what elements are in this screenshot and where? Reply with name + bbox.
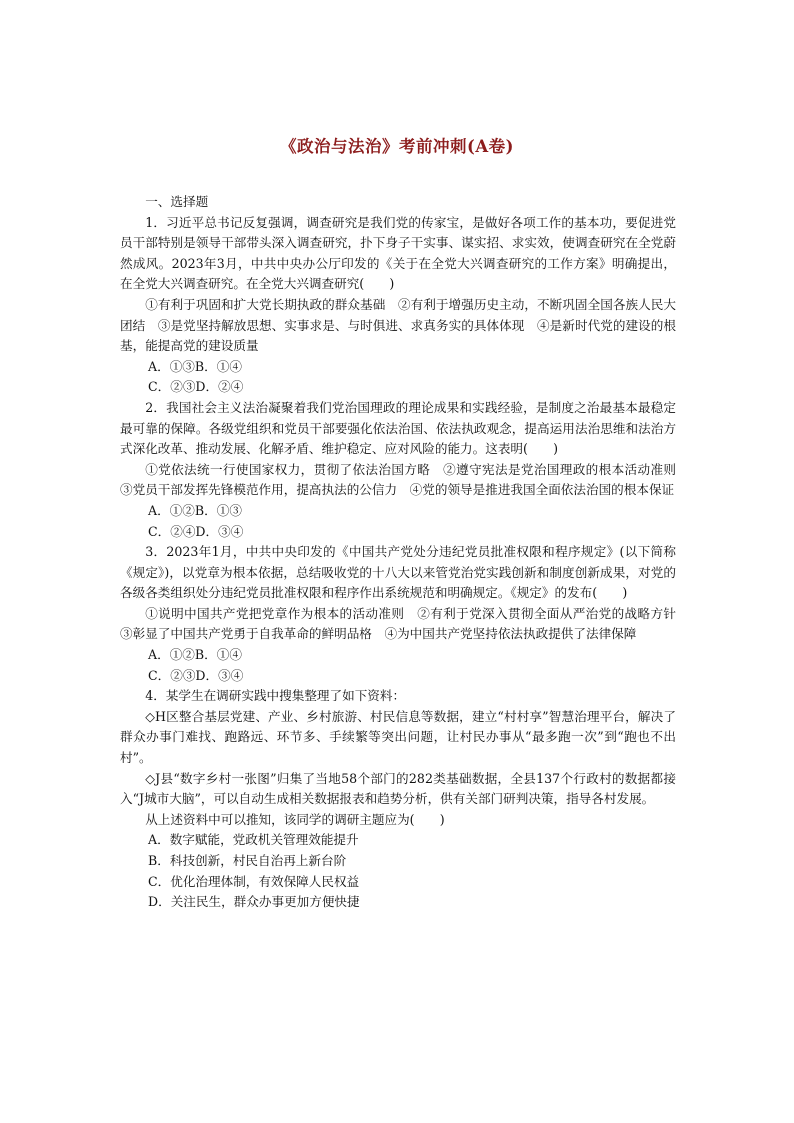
question-4	[120, 686, 676, 913]
question-content	[120, 192, 689, 913]
options-ab: A．①③B．①④	[148, 358, 242, 374]
options-cd: C．②③D．②④	[148, 379, 244, 395]
option-c: C．优化治理体制，有效保障人民权益	[148, 873, 360, 889]
question-stem: 3．2023年1月，中共中央印发的《中国共产党处分违纪党员批准权限和程序规定》(以下简称《规定》)，以党章为根本依据，总结吸收党的十八大以来管党治党实践创新和制度创新成果，对党的各级各类组织处分违纪党员批准权限和程序作出系统规范和明确规定。《规定》的发布( )	[120, 544, 676, 601]
material-1: ◇H区整合基层党建、产业、乡村旅游、村民信息等数据，建立“村村享”智慧治理平台，解决了群众办事门难找、跑路远、环节多、手续繁等突出问题，让村民办事从“最多跑一次”到“跑也不出村”。	[120, 708, 676, 766]
question-ask: 从上述资料中可以推知，该同学的调研主题应为( )	[145, 811, 445, 827]
material-2: ◇J县“数字乡村一张图”归集了当地58个部门的282类基础数据，全县137个行政村的数据都接入“J城市大脑”，可以自动生成相关数据报表和趋势分析，供有关部门研判决策，指导各村发展。	[120, 770, 676, 807]
question-stem: 4．某学生在调研实践中搜集整理了如下资料：	[145, 688, 406, 704]
options-ab: A．①②B．①④	[148, 647, 242, 663]
question-2	[120, 398, 689, 542]
question-3	[120, 542, 689, 686]
question-statements: ①说明中国共产党把党章作为根本的活动准则 ②有利于党深入贯彻全面从严治党的战略方针 ③彰显了中国共产党勇于自我革命的鲜明品格 ④为中国共产党坚持依法执政提供了法律保障	[120, 605, 689, 642]
option-b: B．科技创新，村民自治再上新台阶	[148, 853, 347, 868]
page-title: 《政治与法治》考前冲刺(A卷)	[280, 137, 514, 156]
question-1	[120, 213, 676, 398]
question-statements: ①有利于巩固和扩大党长期执政的群众基础 ②有利于增强历史主动，不断巩固全国各族人民大团结 ③是党坚持解放思想、实事求是、与时俱进、求真务实的具体体现 ④是新时代党的建设的根基，能提高党的建设质量	[120, 296, 676, 354]
question-statements: ①党依法统一行使国家权力，贯彻了依法治国方略 ②遵守宪法是党治国理政的根本活动准则 ③党员干部发挥先锋模范作用，提高执法的公信力 ④党的领导是推进我国全面依法治国的根本保证	[120, 461, 689, 498]
option-d: D．关注民生，群众办事更加方便快捷	[148, 894, 360, 910]
question-stem: 1．习近平总书记反复强调，调查研究是我们党的传家宝，是做好各项工作的基本功，要促进党员干部特别是领导干部带头深入调查研究，扑下身子干实事、谋实招、求实效，使调查研究在全党蔚然成风。2023年3月，中共中央办公厅印发的《关于在全党大兴调查研究的工作方案》明确提出，在全党大兴调查研究。在全党大兴调查研究( )	[120, 214, 676, 292]
option-a: A．数字赋能，党政机关管理效能提升	[148, 832, 359, 848]
question-stem: 2．我国社会主义法治凝聚着我们党治国理政的理论成果和实践经验，是制度之治最基本最稳定最可靠的保障。各级党组织和党员干部要强化依法治国、依法执政观念，提高运用法治思维和法治方式深化改革、推动发展、化解矛盾、维护稳定、应对风险的能力。这表明( )	[120, 399, 676, 457]
section-heading: 一、选择题	[145, 194, 209, 209]
options-cd: C．②④D．③④	[148, 523, 244, 539]
options-ab: A．①②B．①③	[148, 502, 242, 518]
options-cd: C．②③D．③④	[148, 667, 244, 683]
